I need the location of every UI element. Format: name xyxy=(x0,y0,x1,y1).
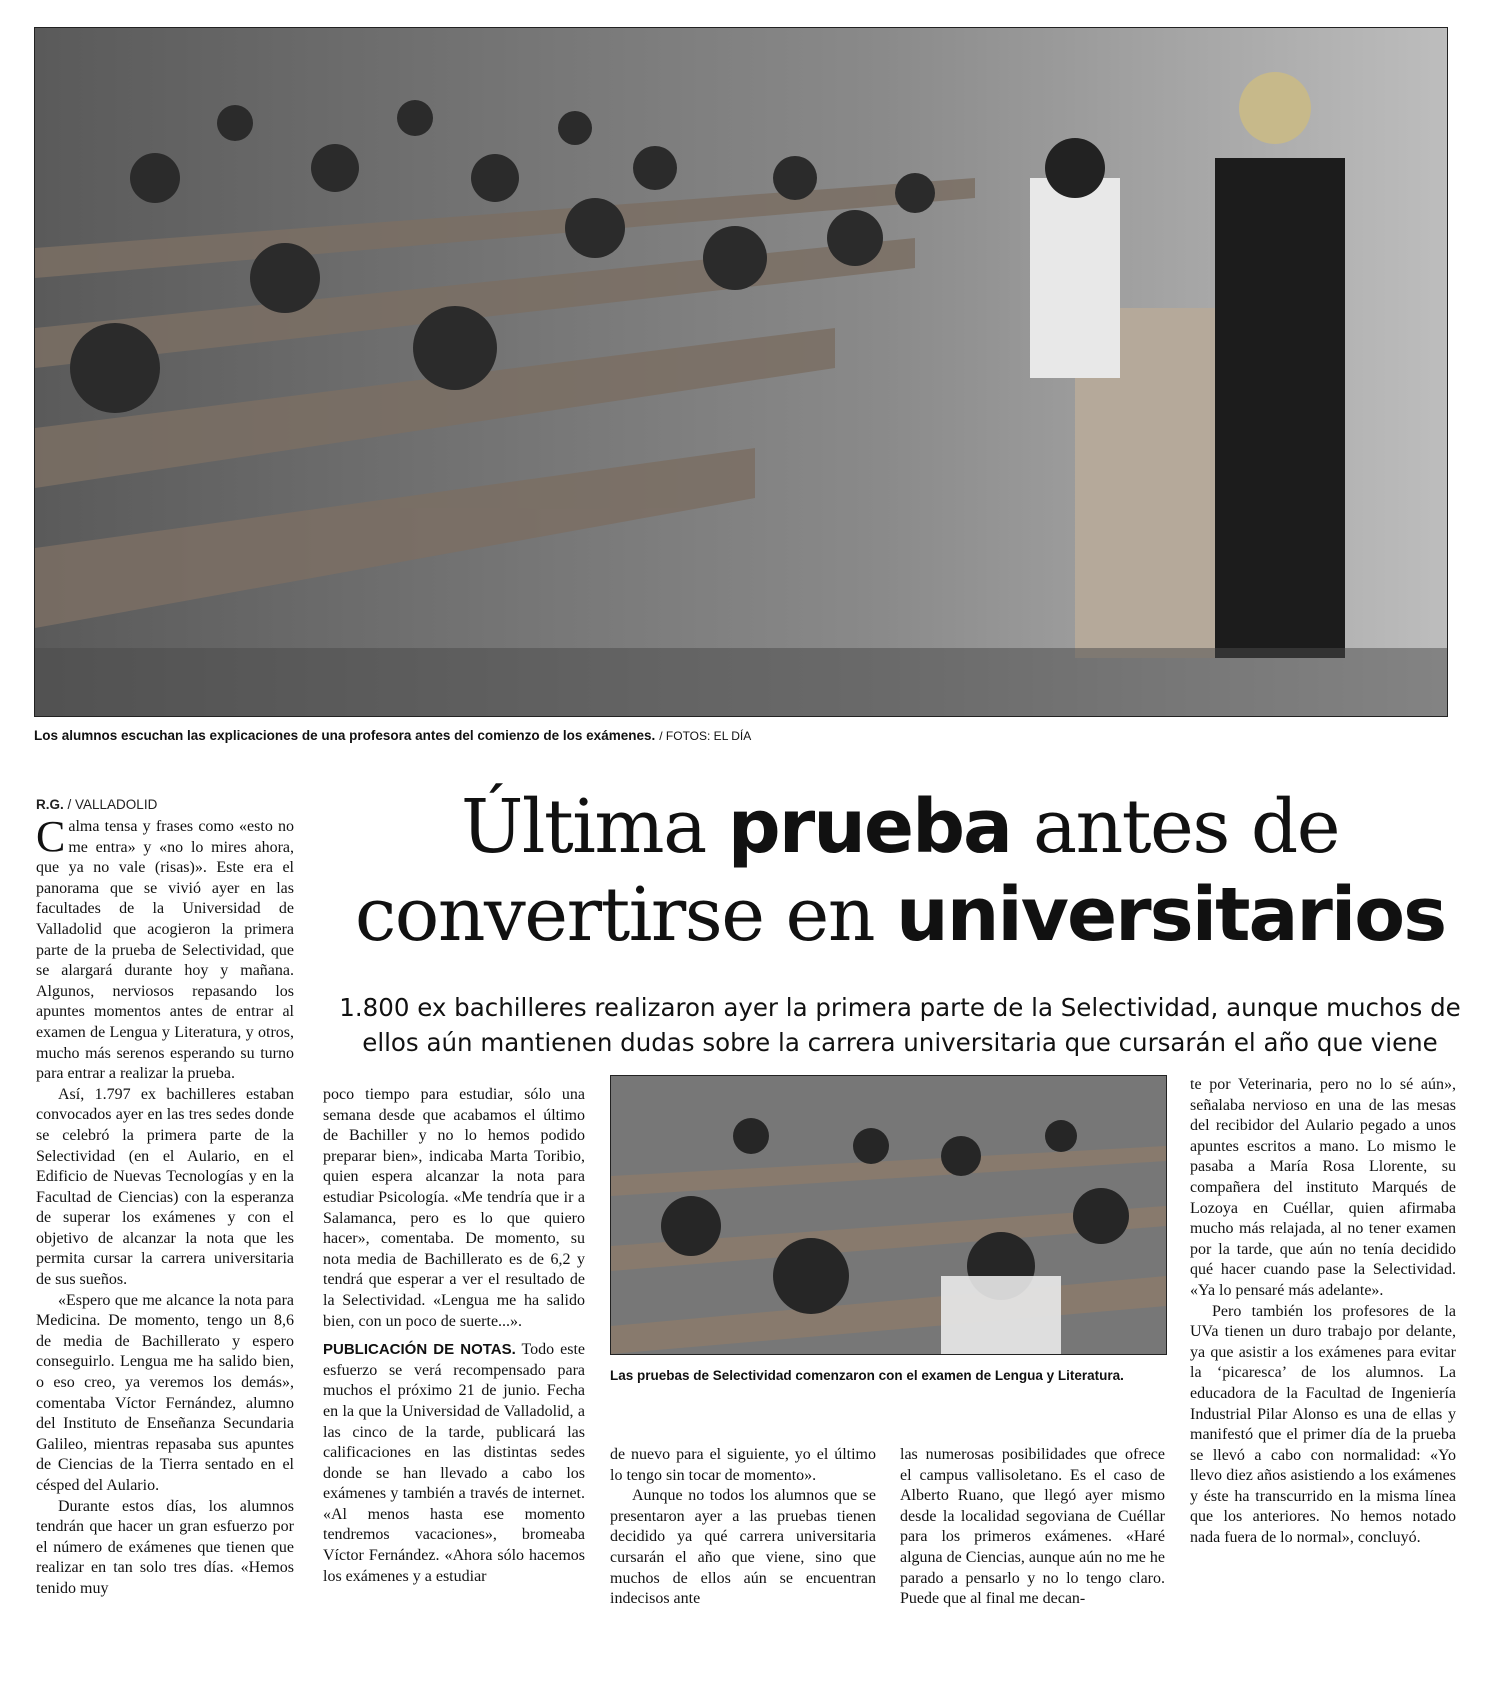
subhead xyxy=(330,990,1470,1060)
paragraph: Durante estos días, los alumnos tendrán que hacer un gran esfuerzo por el número de exámenes que tienen que realizar en tan solo tres días. «Hemos tenido muy xyxy=(36,1497,294,1597)
headline-bold: universitarios xyxy=(896,872,1446,958)
paragraph: las numerosas posibilidades que ofrece el campus vallisoletano. Es el caso de Alberto Ruano, que llegó ayer mismo desde la localidad segoviana de Cuéllar para los primeros exámenes. «Haré alguna de Ciencias, aunque aún no me he parado a pensarlo y no lo tengo claro. Puede que al final me decan- xyxy=(900,1446,1165,1608)
subhead-line: 1.800 ex bachilleres realizaron ayer la primera parte de la Selectividad, aunque muchos de xyxy=(339,993,1461,1022)
section-subtitle: PUBLICACIÓN DE NOTAS. xyxy=(323,1341,516,1359)
paragraph: Pero también los profesores de la UVa tienen un duro trabajo por delante, ya que asistir a los exámenes para evitar la ‘picaresca’ de los alumnos. La educadora de la Facultad de Ingeniería Industrial Pilar Alonso es una de ellas y manifestó que el primer día de la prueba se llevó a cabo con normalidad: «Yo llevo diez años asistiendo a los exámenes y éste ha transcurrido en la misma línea que los anteriores. No hemos notado nada fuera de lo normal», concluyó. xyxy=(1190,1302,1456,1547)
article-column-2 xyxy=(323,1085,585,1587)
headline-part: antes de xyxy=(1011,784,1339,870)
headline xyxy=(330,783,1470,959)
top-photo xyxy=(34,27,1448,717)
headline-part: Última xyxy=(461,784,728,870)
caption-text: Los alumnos escuchan las explicaciones de una profesora antes del comienzo de los exámenes. xyxy=(34,728,656,743)
dropcap: C xyxy=(36,812,66,861)
byline-location: / VALLADOLID xyxy=(67,797,158,812)
top-photo-caption xyxy=(34,728,751,743)
paragraph: Aunque no todos los alumnos que se presentaron ayer a las pruebas tienen decidido ya qué carrera universitaria cursarán el año que viene, sino que muchos de ellos aún se encuentran indecisos ante xyxy=(610,1487,876,1608)
inner-photo-caption: Las pruebas de Selectividad comenzaron con el examen de Lengua y Literatura. xyxy=(610,1368,1124,1383)
paragraph: Calma tensa y frases como «esto no me entra» y «no lo mires ahora, que ya no vale (risas)». Este era el panorama que se vivió ayer en las facultades de la Universidad de Valladolid que acogieron la primera parte de la prueba de Selectividad, que se alargará durante hoy y mañana. Algunos, nerviosos repasando los apuntes momentos antes de entrar al examen de Lengua y Literatura, y otros, mucho más serenos esperando su turno para entrar a realizar la prueba. xyxy=(36,812,294,1083)
paragraph: de nuevo para el siguiente, yo el último lo tengo sin tocar de momento». xyxy=(610,1446,876,1484)
article-column-1 xyxy=(36,812,294,1600)
paragraph: PUBLICACIÓN DE NOTAS. Todo este esfuerzo se verá recompensado para muchos el próximo 21 de junio. Fecha en la que la Universidad de Valladolid, a las cinco de la tarde, publicará las calificaciones en las distintas sedes donde se han llevado a cabo los exámenes y también a través de internet. «Al menos hasta ese momento tendremos vacaciones», bromeaba Víctor Fernández. «Ahora sólo hacemos los exámenes y a estudiar xyxy=(323,1341,585,1585)
article-column-4 xyxy=(900,1445,1165,1610)
inner-photo xyxy=(610,1075,1167,1355)
paragraph: Así, 1.797 ex bachilleres estaban convocados ayer en las tres sedes donde se celebró la primera parte de la Selectividad (en el Aulario, en el Edificio de Nuevas Tecnologías y en la Facultad de Ciencias) con la esperanza de superar los exámenes y con el objetivo de alcanzar la nota que les permita cursar la carrera universitaria de sus sueños. xyxy=(36,1085,294,1289)
headline-bold: prueba xyxy=(727,784,1011,870)
paragraph: te por Veterinaria, pero no lo sé aún», señalaba nervioso en una de las mesas del recibidor del Aulario pegado a unos apuntes escritos a mano. Lo mismo le pasaba a María Rosa Llorente, su compañera del instituto Marqués de Lozoya en Cuéllar, quien afirmaba mucho más relajada, al no tener examen por la tarde, que aún no tenía decidido qué hacer cuando pase la Selectividad. «Ya lo pensaré más adelante». xyxy=(1190,1076,1456,1299)
headline-part: convertirse en xyxy=(354,872,897,958)
byline-author: R.G. xyxy=(36,797,64,812)
photo-credit: / FOTOS: EL DÍA xyxy=(659,729,752,743)
paragraph: poco tiempo para estudiar, sólo una semana desde que acabamos el último de Bachiller y no lo hemos podido preparar bien», indicaba Marta Toribio, quien espera alcanzar la nota para estudiar Psicología. «Me tendría que ir a Salamanca, pero es lo que quiero hacer», comentaba. De momento, su nota media de Bachillerato es de 6,2 y tendrá que esperar a ver el resultado de la Selectividad. «Lengua me ha salido bien, con un poco de suerte...». xyxy=(323,1086,585,1330)
subhead-line: ellos aún mantienen dudas sobre la carrera universitaria que cursarán el año que viene xyxy=(362,1028,1438,1057)
paragraph: «Espero que me alcance la nota para Medicina. De momento, tengo un 8,6 de media de Bachillerato y espero conseguirlo. Lengua me ha salido bien, o eso creo, ya veremos los demás», comentaba Víctor Fernández, alumno del Instituto de Enseñanza Secundaria Galileo, mientras repasaba sus apuntes de Ciencias de la Tierra sentado en el césped del Aulario. xyxy=(36,1291,294,1494)
article-column-3 xyxy=(610,1445,876,1610)
byline xyxy=(36,797,157,812)
article-column-5 xyxy=(1190,1075,1456,1549)
